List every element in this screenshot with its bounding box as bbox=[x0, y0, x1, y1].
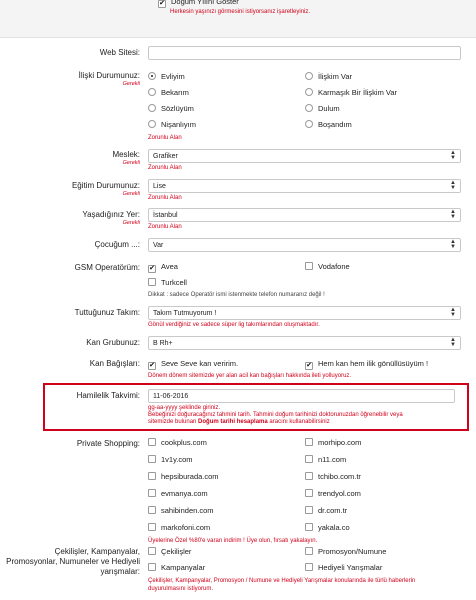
relationship-option-label: Evliyim bbox=[161, 72, 185, 81]
pregnancy-date-input[interactable]: 11-06-2016 bbox=[148, 389, 455, 403]
shopping-site-option[interactable] bbox=[148, 455, 193, 465]
shopping-site-label: cookplus.com bbox=[161, 438, 207, 447]
campaigns-note-line1: Çekilişler, Kampanyalar, Promosyon / Numune ve Hediyeli Yarışmalar konularında ile türlü haberlerin bbox=[148, 578, 416, 584]
radio-icon[interactable] bbox=[148, 104, 156, 112]
campaigns-label-line3: yarışmalar: bbox=[100, 567, 140, 576]
campaigns-option-label: Hediyeli Yarışmalar bbox=[318, 563, 383, 572]
city-value: İstanbul bbox=[153, 212, 178, 219]
shopping-label: Private Shopping: bbox=[76, 439, 140, 448]
select-arrows-icon: ▲ ▼ bbox=[450, 337, 456, 348]
donation-option-label: Hem kan hem ilik gönüllüsüyüm ! bbox=[318, 359, 429, 368]
checkbox-icon[interactable] bbox=[305, 472, 313, 480]
radio-icon[interactable] bbox=[148, 88, 156, 96]
team-value: Takım Tutmuyorum ! bbox=[153, 310, 217, 317]
checkbox-icon[interactable] bbox=[148, 523, 156, 531]
relationship-option-label: Boşandım bbox=[318, 120, 352, 129]
children-select[interactable] bbox=[148, 238, 461, 252]
show-birthday-checkbox[interactable]: ✔ bbox=[159, 0, 165, 7]
relationship-option-evliyim[interactable] bbox=[148, 72, 185, 82]
gsm-note: Dikkat : sadece Operatör ismi istenmekte telefon numaranız değil ! bbox=[148, 292, 325, 298]
profession-select[interactable] bbox=[148, 149, 461, 163]
checkbox-icon[interactable] bbox=[148, 438, 156, 446]
pregnancy-help-pre: sitemizde bulunan bbox=[148, 419, 197, 425]
relationship-option-dulum[interactable] bbox=[305, 104, 340, 114]
checkbox-icon[interactable] bbox=[305, 438, 313, 446]
checkbox-icon[interactable] bbox=[305, 547, 313, 555]
shopping-site-option[interactable] bbox=[305, 489, 361, 499]
shopping-site-label: trendyol.com bbox=[318, 489, 361, 498]
gsm-option-label: Avea bbox=[161, 262, 178, 271]
select-arrows-icon: ▲ ▼ bbox=[450, 307, 456, 318]
shopping-site-label: dr.com.tr bbox=[318, 506, 348, 515]
campaigns-label-line2: Promosyonlar, Numuneler ve Hediyeli bbox=[6, 557, 140, 566]
education-required: Gerekli bbox=[122, 191, 140, 197]
shopping-site-option[interactable] bbox=[305, 438, 361, 448]
blood-select[interactable] bbox=[148, 336, 461, 350]
relationship-option-label: Bekarım bbox=[161, 88, 189, 97]
donation-option-marrow[interactable] bbox=[305, 359, 428, 370]
relationship-option-label: İlişkim Var bbox=[318, 72, 353, 81]
show-birthday-note: Herkesin yaşınızı görmesini istiyorsanız işaretleyiniz. bbox=[170, 9, 311, 15]
checkbox-icon[interactable]: ✔ bbox=[149, 265, 155, 272]
shopping-site-option[interactable] bbox=[305, 523, 350, 533]
relationship-required: Gerekli bbox=[122, 81, 140, 87]
donation-option-label: Seve Seve kan veririm. bbox=[161, 359, 239, 368]
shopping-site-option[interactable] bbox=[305, 472, 361, 482]
campaigns-option-kampanyalar[interactable] bbox=[148, 563, 205, 573]
relationship-option-label: Dulum bbox=[318, 104, 340, 113]
relationship-option-bekarim[interactable] bbox=[148, 88, 189, 98]
donation-note: Dönem dönem sitemizde yer alan acil kan bağışları hakkında ileti yolluyoruz. bbox=[148, 373, 352, 379]
city-label bbox=[82, 210, 140, 227]
campaigns-option-cekilisler[interactable] bbox=[148, 547, 191, 557]
relationship-option-karmasik[interactable] bbox=[305, 88, 397, 98]
select-arrows-icon: ▲ ▼ bbox=[450, 209, 456, 220]
show-birthday-option[interactable] bbox=[158, 0, 239, 8]
due-date-calculator-link[interactable]: Doğum tarihi hesaplama bbox=[198, 419, 268, 425]
relationship-option-label: Nişanlıyım bbox=[161, 120, 197, 129]
checkbox-icon[interactable] bbox=[305, 523, 313, 531]
city-required: Gerekli bbox=[122, 220, 140, 226]
campaigns-note-line2: duyurulmasını istiyorum. bbox=[148, 586, 214, 592]
team-label: Tuttuğunuz Takım: bbox=[74, 308, 140, 317]
checkbox-icon[interactable] bbox=[148, 278, 156, 286]
relationship-label bbox=[79, 71, 140, 88]
gsm-option-turkcell[interactable] bbox=[148, 278, 187, 288]
gsm-label: GSM Operatörüm: bbox=[74, 263, 140, 272]
education-label-text: Eğitim Durumunuz: bbox=[71, 181, 140, 190]
website-input[interactable] bbox=[148, 46, 461, 60]
radio-icon[interactable] bbox=[305, 72, 313, 80]
relationship-option-iliskim-var[interactable] bbox=[305, 72, 352, 82]
shopping-site-label: sahibinden.com bbox=[161, 506, 214, 515]
profession-label-text: Meslek: bbox=[112, 150, 140, 159]
checkbox-icon[interactable] bbox=[148, 547, 156, 555]
checkbox-icon[interactable] bbox=[148, 489, 156, 497]
campaigns-option-hediyeli[interactable] bbox=[305, 563, 382, 573]
pregnancy-help-line2 bbox=[148, 418, 330, 426]
pregnancy-help-post: aracını kullanabilirsiniz bbox=[269, 419, 330, 425]
relationship-option-sozluyum[interactable] bbox=[148, 104, 194, 114]
shopping-site-label: tchibo.com.tr bbox=[318, 472, 361, 481]
shopping-site-option[interactable] bbox=[148, 472, 219, 482]
shopping-site-option[interactable] bbox=[148, 506, 214, 516]
pregnancy-label: Hamilelik Takvimi: bbox=[76, 391, 140, 400]
city-label-text: Yaşadığınız Yer: bbox=[82, 210, 140, 219]
campaigns-label bbox=[6, 547, 140, 577]
education-label bbox=[72, 181, 140, 198]
relationship-option-label: Karmaşık Bir İlişkim Var bbox=[318, 88, 398, 97]
relationship-label-text: İlişki Durumunuz: bbox=[78, 71, 140, 80]
gsm-option-avea[interactable] bbox=[148, 262, 178, 273]
shopping-site-label: morhipo.com bbox=[318, 438, 362, 447]
campaigns-option-label: Çekilişler bbox=[161, 547, 192, 556]
radio-icon[interactable] bbox=[305, 104, 313, 112]
education-value: Lise bbox=[153, 183, 166, 190]
children-label: Çocuğum ...: bbox=[94, 240, 140, 249]
website-label: Web Sitesi: bbox=[99, 48, 140, 57]
shopping-site-label: hepsiburada.com bbox=[161, 472, 219, 481]
radio-icon[interactable] bbox=[148, 72, 156, 80]
profession-required: Gerekli bbox=[122, 160, 140, 166]
gsm-option-label: Turkcell bbox=[161, 278, 187, 287]
shopping-site-label: evmanya.com bbox=[161, 489, 208, 498]
profession-error: Zorunlu Alan bbox=[148, 165, 182, 171]
select-arrows-icon: ▲ ▼ bbox=[450, 239, 456, 250]
city-select[interactable] bbox=[148, 208, 461, 222]
campaigns-option-label: Promosyon/Numune bbox=[318, 547, 387, 556]
checkbox-icon[interactable] bbox=[305, 563, 313, 571]
blood-value: B Rh+ bbox=[153, 340, 173, 347]
shopping-site-option[interactable] bbox=[305, 455, 346, 465]
campaigns-option-promosyon[interactable] bbox=[305, 547, 386, 557]
shopping-site-option[interactable] bbox=[148, 523, 210, 533]
shopping-site-option[interactable] bbox=[148, 438, 207, 448]
gsm-option-label: Vodafone bbox=[318, 262, 350, 271]
shopping-site-label: 1v1y.com bbox=[161, 455, 193, 464]
radio-icon[interactable] bbox=[148, 120, 156, 128]
donation-option-blood[interactable] bbox=[148, 359, 238, 370]
profession-value: Grafiker bbox=[153, 153, 178, 160]
radio-icon[interactable] bbox=[305, 88, 313, 96]
campaigns-option-label: Kampanyalar bbox=[161, 563, 206, 572]
relationship-option-label: Sözlüyüm bbox=[161, 104, 194, 113]
relationship-option-bosandim[interactable] bbox=[305, 120, 352, 130]
relationship-error: Zorunlu Alan bbox=[148, 135, 182, 141]
shopping-site-option[interactable] bbox=[305, 506, 347, 516]
gsm-option-vodafone[interactable] bbox=[305, 262, 350, 272]
children-value: Var bbox=[153, 242, 164, 249]
donation-label: Kan Bağışları: bbox=[89, 359, 140, 368]
education-error: Zorunlu Alan bbox=[148, 195, 182, 201]
pregnancy-help-line1: Bebeğinizi doğuracağınız tahmini tarih. Tahmini doğum tarihinizi doktorunuzdan öğrenebilir veya bbox=[148, 412, 403, 418]
radio-icon[interactable] bbox=[305, 120, 313, 128]
education-select[interactable] bbox=[148, 179, 461, 193]
checkbox-icon[interactable] bbox=[305, 506, 313, 514]
shopping-site-option[interactable] bbox=[148, 489, 208, 499]
shopping-site-label: n11.com bbox=[318, 455, 347, 464]
checkbox-icon[interactable] bbox=[148, 563, 156, 571]
blood-label: Kan Grubunuz: bbox=[86, 338, 140, 347]
team-note: Gönül verdiğiniz ve sadece süper lig takımlarından oluşmaktadır. bbox=[148, 322, 320, 328]
profession-label bbox=[112, 150, 140, 167]
city-error: Zorunlu Alan bbox=[148, 224, 182, 230]
select-arrows-icon: ▲ ▼ bbox=[450, 150, 456, 161]
checkbox-icon[interactable] bbox=[148, 472, 156, 480]
show-birthday-label: Doğum Yılını Göster bbox=[171, 0, 239, 6]
checkbox-icon[interactable] bbox=[305, 489, 313, 497]
checkbox-icon[interactable]: ✔ bbox=[306, 362, 312, 369]
checkbox-icon[interactable] bbox=[305, 455, 313, 463]
shopping-site-label: markofoni.com bbox=[161, 523, 211, 532]
team-select[interactable] bbox=[148, 306, 461, 320]
shopping-note: Üyelerine Özel %80'e varan indirim ! Üye olun, fırsatı yakalayın. bbox=[148, 538, 318, 544]
pregnancy-format-note: gg-aa-yyyy şeklinde giriniz. bbox=[148, 405, 221, 411]
checkbox-icon[interactable] bbox=[305, 262, 313, 270]
checkbox-icon[interactable] bbox=[148, 506, 156, 514]
checkbox-icon[interactable]: ✔ bbox=[149, 362, 155, 369]
relationship-option-nisanliyim[interactable] bbox=[148, 120, 196, 130]
select-arrows-icon: ▲ ▼ bbox=[450, 180, 456, 191]
campaigns-label-line1: Çekilişler, Kampanyalar, bbox=[54, 547, 140, 556]
shopping-site-label: yakala.co bbox=[318, 523, 350, 532]
checkbox-icon[interactable] bbox=[148, 455, 156, 463]
